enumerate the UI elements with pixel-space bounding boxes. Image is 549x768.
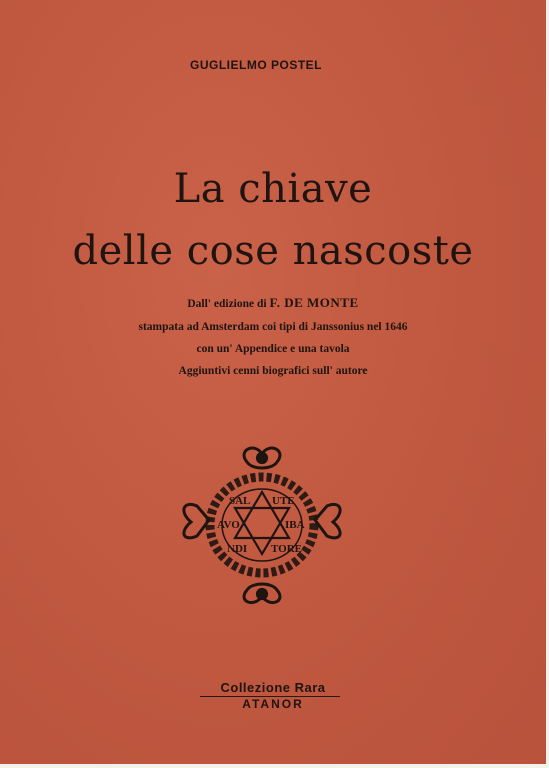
subtitle-editor-name: F. DE MONTE bbox=[269, 295, 359, 310]
title-line-2: delle cose nascoste bbox=[72, 228, 474, 274]
hexagram-emblem-icon bbox=[177, 440, 347, 605]
subtitle-edition bbox=[0, 296, 546, 311]
emblem-word-iba: IBA bbox=[285, 519, 305, 531]
author-name: GUGLIELMO POSTEL bbox=[190, 58, 323, 72]
emblem-word-ndi: NDI bbox=[227, 543, 248, 555]
emblem-word-avo: AVO bbox=[217, 519, 240, 531]
subtitle-printing: stampata ad Amsterdam coi tipi di Janssonius nel 1646 bbox=[138, 321, 408, 333]
subtitle-biography: Aggiuntivi cenni biografici sull' autore bbox=[178, 365, 368, 377]
series-name: Collezione Rara bbox=[220, 680, 326, 695]
subtitle-edition-text: Dall' edizione di bbox=[187, 298, 270, 310]
publisher-name: ATANOR bbox=[242, 697, 304, 711]
subtitle-appendix: con un' Appendice e una tavola bbox=[196, 343, 350, 355]
emblem-word-sal: SAL bbox=[229, 495, 251, 507]
title-line-1: La chiave bbox=[173, 166, 373, 212]
emblem-word-tore: TORE bbox=[271, 543, 302, 555]
emblem-word-ute: UTE bbox=[272, 495, 295, 507]
